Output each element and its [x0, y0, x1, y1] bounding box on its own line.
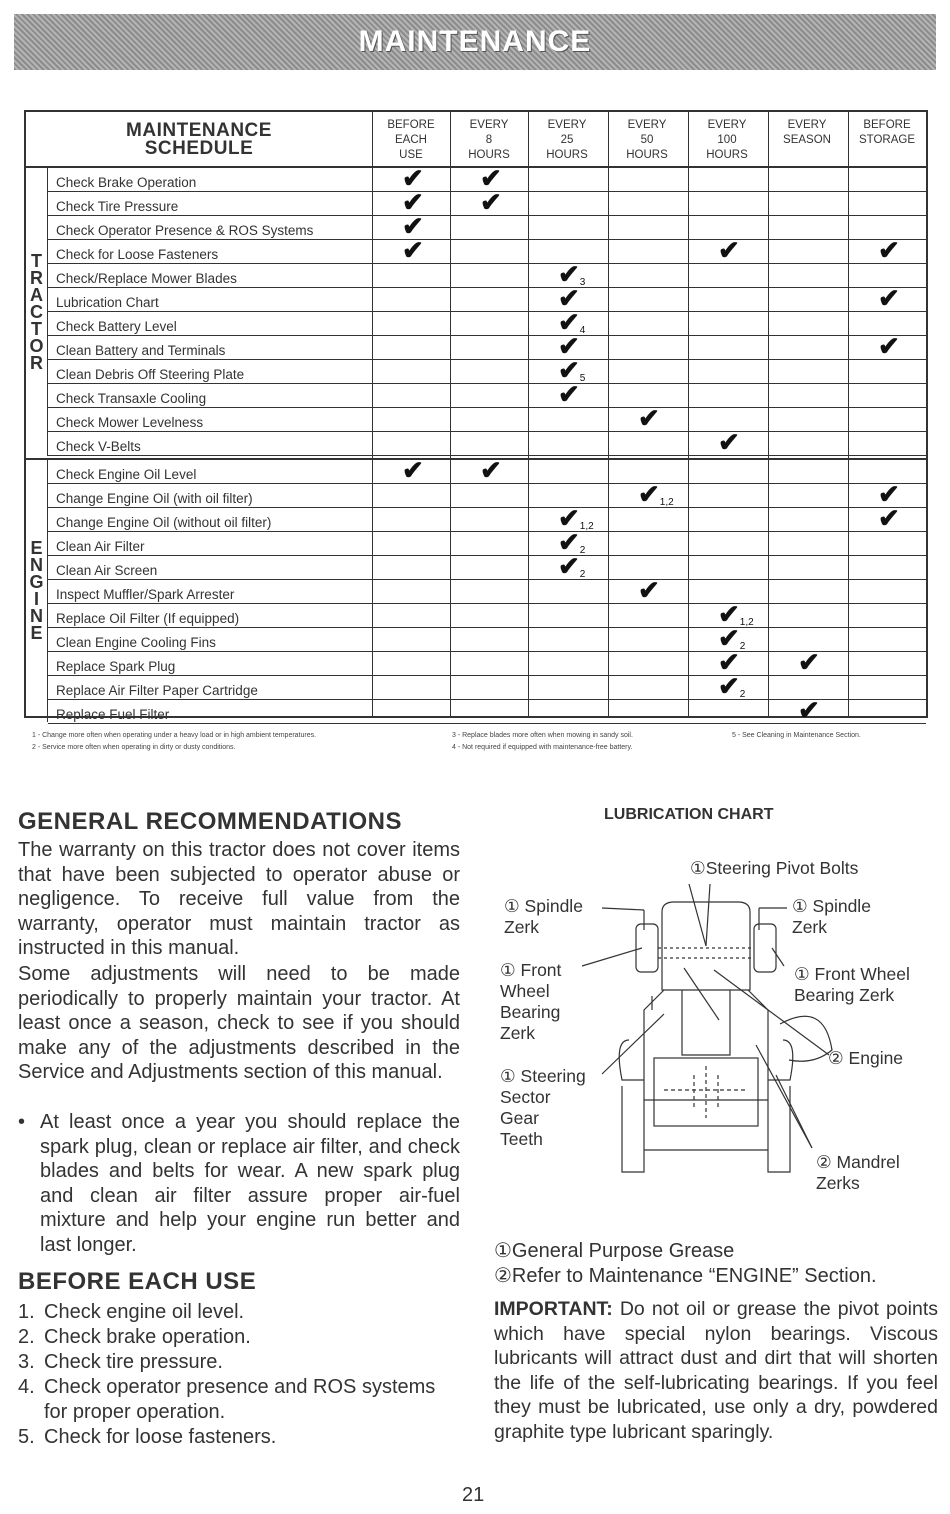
check-mark-icon: ✔	[558, 331, 580, 361]
task-label: Check/Replace Mower Blades	[56, 271, 237, 286]
schedule-row	[48, 479, 926, 509]
check-mark-icon: ✔	[402, 211, 424, 241]
task-label: Clean Air Screen	[56, 563, 158, 578]
task-label: Check Engine Oil Level	[56, 467, 197, 482]
footnote-2: 2 - Service more often when operating in dirty or dusty conditions.	[32, 744, 236, 751]
group-vertical-label	[26, 168, 48, 456]
schedule-row	[48, 331, 926, 361]
column-header: EVERY 25 HOURS	[546, 119, 588, 161]
schedule-row	[48, 211, 926, 241]
schedule-row	[48, 427, 926, 457]
schedule-row	[48, 503, 926, 533]
group-letter: T	[31, 318, 42, 339]
footnote-4: 4 - Not required if equipped with maintenance-free battery.	[452, 744, 633, 751]
check-footnote-ref: 1,2	[739, 617, 754, 628]
lube-note-general-grease: ①General Purpose Grease	[494, 1240, 735, 1262]
group-letter: E	[30, 623, 43, 643]
task-label: Check Tire Pressure	[56, 199, 179, 214]
schedule-row	[48, 455, 926, 485]
task-label: Replace Air Filter Paper Cartridge	[56, 683, 258, 698]
schedule-row	[48, 307, 926, 337]
check-mark-icon: ✔	[402, 187, 424, 217]
maintenance-schedule-table	[24, 110, 928, 725]
label-mandrel-zerks: ② Mandrel Zerks	[816, 1152, 900, 1193]
check-footnote-ref: 3	[579, 277, 586, 288]
check-mark-icon: $✔_{1,2}$	[558, 503, 594, 533]
schedule-row	[48, 647, 926, 677]
list-item	[18, 1425, 438, 1450]
task-label: Check Transaxle Cooling	[56, 391, 207, 406]
label-spindle-zerk-left: ① Spindle Zerk	[504, 896, 583, 937]
group-letter: N	[30, 606, 43, 626]
group-letter: C	[30, 301, 43, 322]
list-item-text: Check for loose fasteners.	[44, 1426, 277, 1448]
schedule-row	[48, 575, 926, 605]
list-item	[18, 1350, 438, 1375]
schedule-group-engine	[26, 455, 926, 725]
general-paragraph-2: Some adjustments will need to be made periodically to properly maintain your tractor. At least once a season, check to see if you should make any of the adjustments described in the Service and Adjustments section of this manual.	[18, 963, 460, 1084]
column-header: BEFORE EACH USE	[387, 119, 435, 161]
check-mark-icon: $✔_4$	[558, 307, 586, 337]
check-mark-icon: $✔_2$	[718, 623, 746, 653]
task-label: Check Mower Levelness	[56, 415, 204, 430]
schedule-row	[48, 671, 926, 701]
check-mark-icon: $✔_2$	[558, 527, 586, 557]
task-label: Replace Fuel Filter	[56, 707, 170, 722]
schedule-title: MAINTENANCE SCHEDULE	[126, 120, 272, 159]
list-item-number: 2.	[18, 1326, 35, 1348]
list-item	[18, 1375, 438, 1425]
task-label: Clean Battery and Terminals	[56, 343, 226, 358]
schedule-row	[48, 379, 926, 409]
column-header: BEFORE STORAGE	[858, 119, 916, 146]
group-letter: A	[30, 284, 43, 305]
group-letter: G	[29, 572, 44, 592]
group-letter: R	[30, 267, 43, 288]
task-label: Clean Engine Cooling Fins	[56, 635, 216, 650]
general-paragraph-1: The warranty on this tractor does not cover items that have been subjected to operator abuse or negligence. To receive full value from the warranty, operator must maintain tractor as instructed in this manual.	[18, 839, 460, 960]
check-mark-icon: $✔_2$	[718, 671, 746, 701]
group-letter: T	[31, 250, 42, 271]
check-mark-icon: ✔	[480, 187, 502, 217]
important-label: IMPORTANT:	[494, 1298, 613, 1320]
task-label: Change Engine Oil (with oil filter)	[56, 491, 253, 506]
list-item	[18, 1300, 438, 1325]
check-mark-icon: $✔_2$	[558, 551, 586, 581]
general-recommendations-heading: GENERAL RECOMMENDATIONS	[18, 808, 402, 835]
task-label: Check Brake Operation	[56, 175, 197, 190]
schedule-row	[48, 283, 926, 313]
label-spindle-zerk-right: ① Spindle Zerk	[792, 896, 871, 937]
schedule-row	[48, 187, 926, 217]
task-label: Replace Spark Plug	[56, 659, 176, 674]
check-mark-icon: ✔	[638, 575, 660, 605]
schedule-row	[48, 695, 926, 725]
list-item-text: Check tire pressure.	[44, 1351, 223, 1373]
check-mark-icon: ✔	[718, 427, 740, 457]
schedule-row	[48, 403, 926, 433]
footnote-1: 1 - Change more often when operating under a heavy load or in high ambient temperatures.	[32, 732, 317, 739]
maintenance-banner	[14, 14, 936, 70]
schedule-group-tractor	[26, 163, 926, 457]
check-mark-icon: ✔	[558, 283, 580, 313]
list-item-number: 5.	[18, 1426, 35, 1448]
check-footnote-ref: 4	[579, 325, 586, 336]
label-steering-sector: ① Steering Sector Gear Teeth	[500, 1066, 586, 1149]
important-note	[494, 1297, 938, 1444]
group-letter: O	[29, 335, 44, 356]
group-letter: E	[30, 538, 43, 558]
lubrication-chart-title: LUBRICATION CHART	[604, 806, 774, 823]
list-item-text: Check brake operation.	[44, 1326, 251, 1348]
task-label: Clean Air Filter	[56, 539, 145, 554]
check-footnote-ref: 1,2	[579, 521, 594, 532]
list-item-number: 1.	[18, 1301, 35, 1323]
check-mark-icon: ✔	[402, 455, 424, 485]
lube-note-engine-section: ②Refer to Maintenance “ENGINE” Section.	[494, 1265, 877, 1287]
check-mark-icon: ✔	[480, 163, 502, 193]
schedule-row	[48, 259, 926, 289]
task-label: Check for Loose Fasteners	[56, 247, 219, 262]
label-front-wheel-bearing-right: ① Front Wheel Bearing Zerk	[794, 964, 910, 1005]
check-mark-icon: ✔	[402, 163, 424, 193]
check-mark-icon: ✔	[638, 403, 660, 433]
check-footnote-ref: 2	[579, 545, 586, 556]
task-label: Check V-Belts	[56, 439, 141, 454]
important-text: Do not oil or grease the pivot points which have special nylon bearings. Viscous lubricants will attract dust and dirt that will shorten the life of the self-lubricating bearings. If you feel they must be lubricated, use only a dry, powdered graphite type lubricant sparingly.	[494, 1298, 938, 1443]
label-front-wheel-bearing-left: ① Front Wheel Bearing Zerk	[500, 960, 562, 1043]
check-mark-icon: ✔	[480, 455, 502, 485]
footnote-5: 5 - See Cleaning in Maintenance Section.	[732, 732, 861, 739]
check-mark-icon: ✔	[878, 479, 900, 509]
list-item-number: 3.	[18, 1351, 35, 1373]
check-mark-icon: ✔	[798, 647, 820, 677]
task-label: Change Engine Oil (without oil filter)	[56, 515, 272, 530]
check-footnote-ref: 2	[739, 689, 746, 700]
column-header: EVERY 8 HOURS	[468, 119, 510, 161]
check-mark-icon: ✔	[878, 283, 900, 313]
check-mark-icon: ✔	[402, 235, 424, 265]
check-footnote-ref: 1,2	[659, 497, 674, 508]
label-steering-pivot-bolts: ①Steering Pivot Bolts	[690, 858, 859, 878]
lubrication-diagram	[494, 850, 940, 1206]
check-mark-icon: $✔_{1,2}$	[638, 479, 674, 509]
task-label: Check Battery Level	[56, 319, 177, 334]
check-mark-icon: ✔	[878, 235, 900, 265]
page-number: 21	[462, 1484, 485, 1506]
check-mark-icon: ✔	[718, 647, 740, 677]
task-label: Inspect Muffler/Spark Arrester	[56, 587, 235, 602]
column-header: EVERY 100 HOURS	[706, 119, 748, 161]
check-mark-icon: ✔	[558, 379, 580, 409]
schedule-row	[48, 623, 926, 653]
schedule-row	[48, 235, 926, 265]
check-mark-icon: ✔	[798, 695, 820, 725]
check-mark-icon: $✔_3$	[558, 259, 586, 289]
schedule-row	[48, 551, 926, 581]
check-mark-icon: ✔	[878, 331, 900, 361]
task-label: Check Operator Presence & ROS Systems	[56, 223, 314, 238]
column-header: EVERY SEASON	[783, 119, 831, 146]
banner-title: MAINTENANCE	[358, 25, 592, 58]
check-mark-icon: $✔_5$	[558, 355, 586, 385]
check-footnote-ref: 2	[739, 641, 746, 652]
before-each-use-heading: BEFORE EACH USE	[18, 1268, 257, 1295]
general-bullet: • At least once a year you should replace the spark plug, clean or replace air filter, and check blades and belts for wear. A new spark plug and clean air filter assure proper air-fuel mixture and help your engine run better and last longer.	[18, 1111, 460, 1256]
label-engine: ② Engine	[828, 1048, 904, 1068]
list-item-text: Check engine oil level.	[44, 1301, 245, 1323]
group-letter: I	[33, 589, 39, 609]
footnote-3: 3 - Replace blades more often when mowing in sandy soil.	[452, 732, 633, 739]
check-footnote-ref: 2	[579, 569, 586, 580]
list-item-number: 4.	[18, 1376, 35, 1398]
check-footnote-ref: 5	[579, 373, 586, 384]
schedule-row	[48, 355, 926, 385]
check-mark-icon: ✔	[878, 503, 900, 533]
check-mark-icon: $✔_{1,2}$	[718, 599, 754, 629]
bullet-icon: •	[18, 1111, 26, 1133]
check-mark-icon: ✔	[718, 235, 740, 265]
task-label: Lubrication Chart	[56, 295, 159, 310]
task-label: Clean Debris Off Steering Plate	[56, 367, 245, 382]
list-item-text: Check operator presence and ROS systems for proper operation.	[44, 1376, 436, 1423]
list-item	[18, 1325, 438, 1350]
schedule-row	[48, 599, 926, 629]
group-letter: R	[30, 352, 43, 373]
group-letter: N	[30, 555, 43, 575]
schedule-row	[48, 527, 926, 557]
task-label: Replace Oil Filter (If equipped)	[56, 611, 240, 626]
column-header: EVERY 50 HOURS	[626, 119, 668, 161]
before-each-use-list	[18, 1300, 438, 1450]
group-vertical-label	[26, 460, 48, 722]
